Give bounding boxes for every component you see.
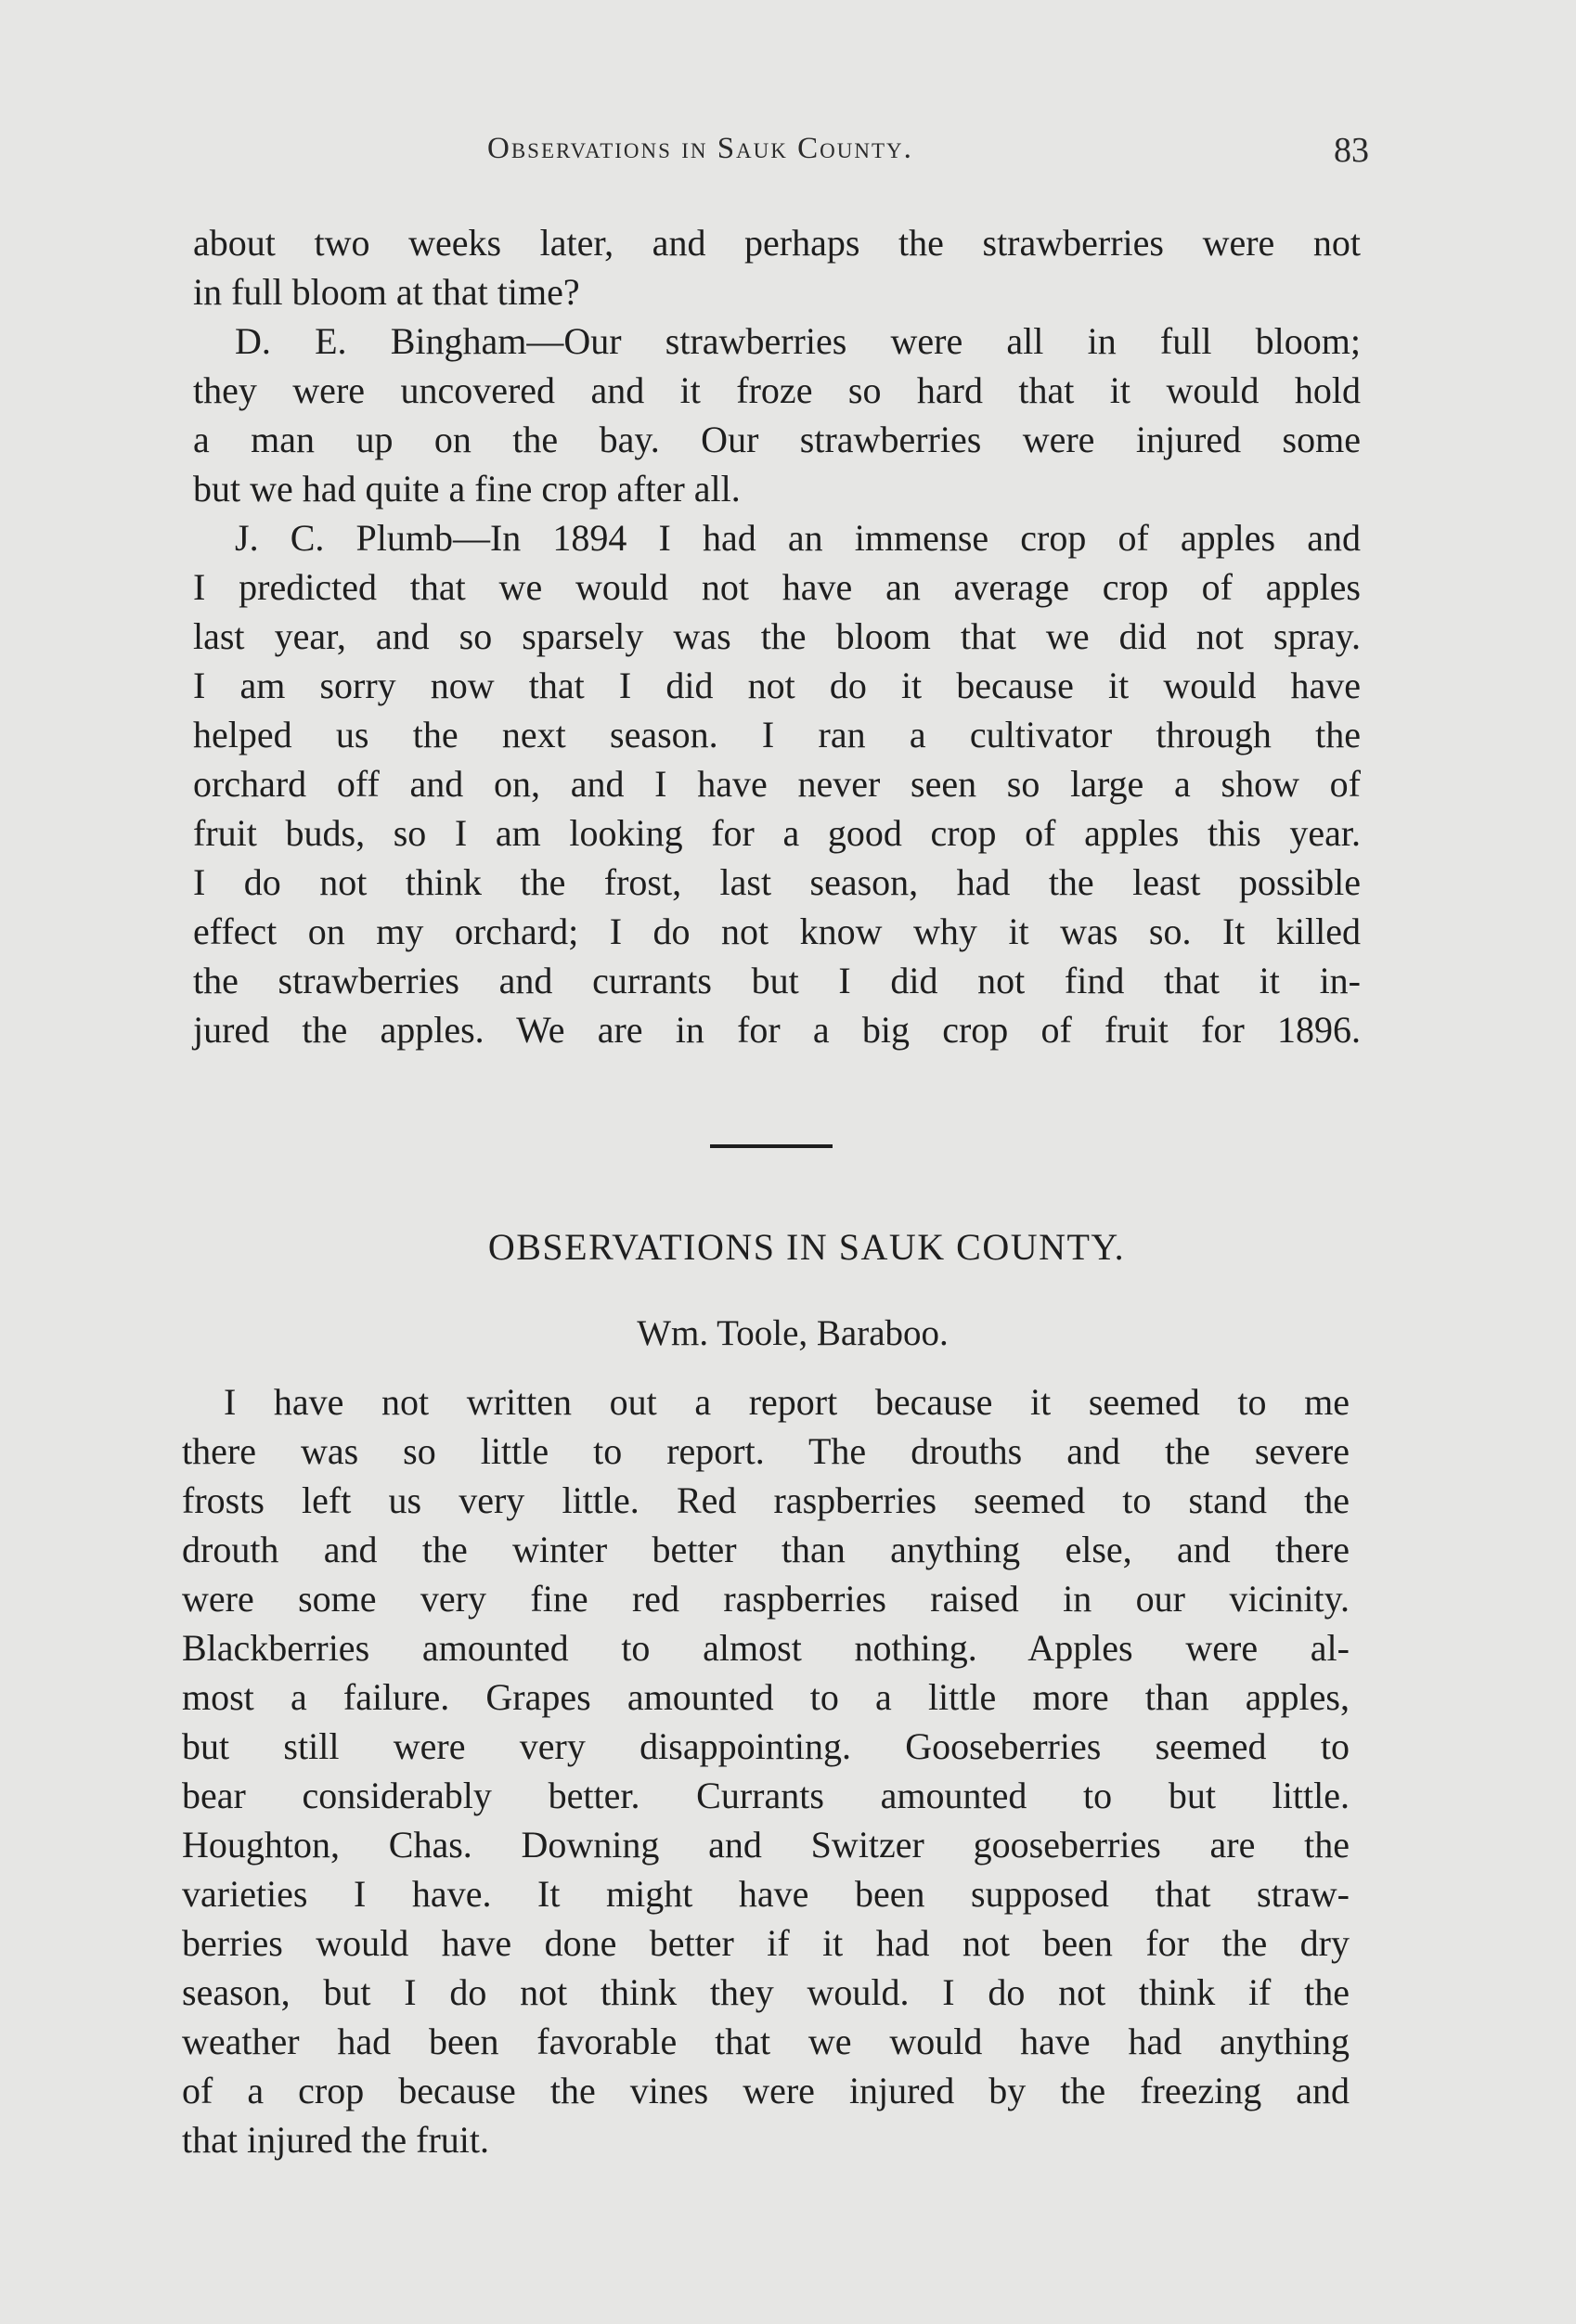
text-line: the strawberries and currants but I did not find that it in-: [193, 960, 1361, 1001]
text-line: Houghton, Chas. Downing and Switzer gooseberries are the: [182, 1824, 1350, 1866]
text-line: D. E. Bingham—Our strawberries were all in full bloom;: [235, 320, 1361, 362]
text-line: Blackberries amounted to almost nothing. Apples were al-: [182, 1627, 1350, 1669]
text-line: berries would have done better if it had not been for the dry: [182, 1922, 1350, 1964]
text-line: a man up on the bay. Our strawberries were injured some: [193, 419, 1361, 460]
text-line: weather had been favorable that we would have had anything: [182, 2021, 1350, 2062]
running-header: [190, 132, 1369, 178]
text-line: J. C. Plumb—In 1894 I had an immense crop of apples and: [235, 517, 1361, 559]
text-line: were some very fine red raspberries raised in our vicinity.: [182, 1578, 1350, 1620]
text-line: in full bloom at that time?: [193, 271, 580, 313]
text-line: of a crop because the vines were injured by the freezing and: [182, 2070, 1350, 2111]
section-separator-rule: [710, 1144, 833, 1148]
article-byline: Wm. Toole, Baraboo.: [637, 1313, 949, 1353]
text-line: there was so little to report. The drouths and the severe: [182, 1430, 1350, 1472]
text-line: jured the apples. We are in for a big crop of fruit for 1896.: [193, 1009, 1361, 1051]
text-line: about two weeks later, and perhaps the strawberries were not: [193, 222, 1361, 264]
text-line: varieties I have. It might have been supposed that straw-: [182, 1873, 1350, 1915]
text-line: frosts left us very little. Red raspberries seemed to stand the: [182, 1479, 1350, 1521]
text-line: bear considerably better. Currants amounted to but little.: [182, 1775, 1350, 1816]
text-line: I am sorry now that I did not do it because it would have: [193, 665, 1361, 706]
text-line: season, but I do not think they would. I do not think if the: [182, 1971, 1350, 2013]
text-line: effect on my orchard; I do not know why it was so. It killed: [193, 910, 1361, 952]
text-line: but we had quite a fine crop after all.: [193, 468, 741, 510]
text-line: they were uncovered and it froze so hard that it would hold: [193, 369, 1361, 411]
discussion-text: [193, 218, 1361, 1054]
article-body: [182, 1377, 1350, 2164]
text-line: orchard off and on, and I have never seen so large a show of: [193, 763, 1361, 805]
text-line: fruit buds, so I am looking for a good crop of apples this year.: [193, 812, 1361, 854]
article-title: OBSERVATIONS IN SAUK COUNTY.: [487, 1226, 1126, 1268]
text-line: helped us the next season. I ran a cultivator through the: [193, 714, 1361, 755]
text-line: last year, and so sparsely was the bloom that we did not spray.: [193, 615, 1361, 657]
text-line: I do not think the frost, last season, had the least possible: [193, 861, 1361, 903]
text-line: I have not written out a report because it seemed to me: [224, 1381, 1350, 1423]
text-line: but still were very disappointing. Gooseberries seemed to: [182, 1725, 1350, 1767]
text-line: drouth and the winter better than anything else, and there: [182, 1529, 1350, 1570]
text-line: that injured the fruit.: [182, 2119, 490, 2161]
text-line: I predicted that we would not have an average crop of apples: [193, 566, 1361, 608]
text-line: most a failure. Grapes amounted to a little more than apples,: [182, 1676, 1350, 1718]
page-number: 83: [1334, 131, 1369, 170]
running-title: Observations in Sauk County.: [487, 132, 913, 165]
